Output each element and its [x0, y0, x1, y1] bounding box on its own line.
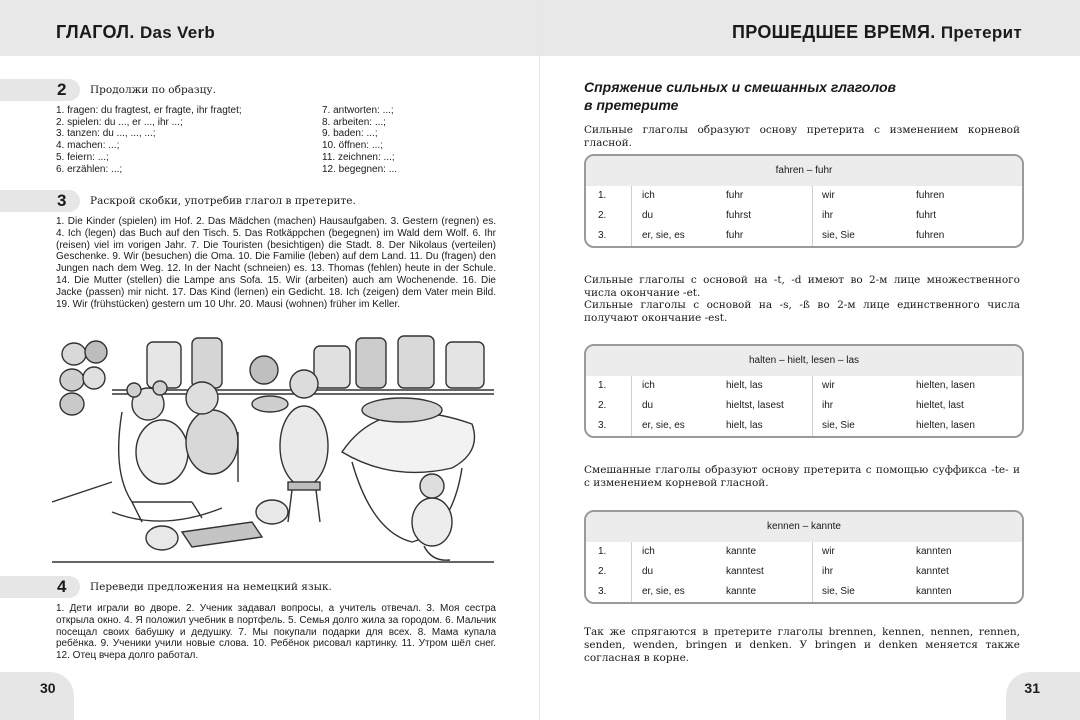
person-singular: du: [642, 210, 654, 221]
right-page-number: 31: [1024, 680, 1040, 696]
header-title-de: Das Verb: [139, 23, 216, 42]
table-row: [586, 562, 1022, 582]
person-plural: sie, Sie: [822, 420, 855, 431]
exercise-item: 8. arbeiten: ...;: [322, 116, 386, 128]
right-header: [540, 0, 1080, 56]
left-page-number: 30: [40, 680, 56, 696]
row-number: 3.: [598, 230, 607, 241]
form-singular: kanntest: [726, 566, 764, 577]
exercise-item: 12. begegnen: ...: [322, 163, 398, 175]
header-title-main: ПРОШЕДШЕЕ ВРЕМЯ.: [732, 22, 936, 42]
row-number: 2.: [598, 210, 607, 221]
row-number: 2.: [598, 400, 607, 411]
person-singular: er, sie, es: [642, 586, 685, 597]
table-row: [586, 416, 1022, 436]
left-page-number-tab: [0, 672, 74, 720]
table-column-divider: [631, 542, 632, 602]
person-plural: wir: [822, 546, 835, 557]
person-plural: ihr: [822, 210, 834, 221]
form-plural: kannten: [916, 586, 952, 597]
task-2-list-left: [56, 105, 242, 175]
form-singular: hielt, las: [726, 420, 763, 431]
exercise-item: 2. spielen: du ..., er ..., ihr ...;: [56, 116, 183, 128]
exercise-item: 1. fragen: du fragtest, er fragte, ihr fragtet;: [56, 105, 242, 116]
person-plural: sie, Sie: [822, 230, 855, 241]
row-number: 3.: [598, 586, 607, 597]
person-singular: ich: [642, 546, 655, 557]
rule-strong-verbs: Сильные глаголы образуют основу претерита с изменением корневой гласной.: [584, 124, 1020, 150]
header-title-sub: Претерит: [940, 23, 1022, 42]
exercise-item: 9. baden: ...;: [322, 128, 378, 140]
rule-mixed-verbs: Смешанные глаголы образуют основу претерита с помощью суффикса -te- и с изменением корневой гласной.: [584, 464, 1020, 490]
form-plural: hielten, lasen: [916, 380, 975, 391]
rule-similar-verbs: Так же спрягаются в претерите глаголы brennen, kennen, nennen, rennen, senden, wenden, bringen и denken. У bringen и denken меняется также согласная в корне.: [584, 626, 1020, 665]
conjugation-table-halten-lesen: [584, 344, 1024, 438]
person-singular: ich: [642, 380, 655, 391]
table-row: [586, 582, 1022, 602]
form-singular: kannte: [726, 586, 757, 597]
table-row: [586, 186, 1022, 206]
exercise-item: 5. feiern: ...;: [56, 151, 109, 163]
task-2-list-right: [322, 105, 397, 175]
person-plural: wir: [822, 380, 835, 391]
exercise-item: 3. tanzen: du ..., ..., ...;: [56, 128, 156, 140]
person-singular: du: [642, 566, 654, 577]
left-header: [0, 0, 540, 56]
cellar-mice-illustration: [52, 332, 494, 568]
section-heading-line-2: в претерите: [584, 97, 679, 113]
table-row: [586, 376, 1022, 396]
jar: [147, 342, 181, 388]
form-plural: fuhren: [916, 190, 945, 201]
table-row: [586, 226, 1022, 246]
person-singular: er, sie, es: [642, 420, 685, 431]
table-column-divider: [631, 186, 632, 246]
right-page: [540, 0, 1080, 720]
person-singular: er, sie, es: [642, 230, 685, 241]
task-4-text: 1. Дети играли во дворе. 2. Ученик задавал вопросы, а учитель отвечал. 3. Моя сестра открыла окно. 4. Я положил учебник в портфель. 5. Семья долго жила за городом. 6. Мальчик посещал своих бабушку и дедушку. 7. Мы покупали подарки для всех. 8. Мама купала ребёнка. 9. Ученики учили новые слова. 10. Ребёнок рисовал картинку. 11. Утром шёл снег. 12. Отец вчера долго работал.: [56, 603, 496, 662]
form-singular: fuhrst: [726, 210, 752, 221]
table-row: [586, 542, 1022, 562]
person-plural: ihr: [822, 400, 834, 411]
right-header-title: [732, 22, 1022, 43]
form-plural: fuhren: [916, 230, 945, 241]
conjugation-table-kennen: [584, 510, 1024, 604]
form-singular: hieltst, lasest: [726, 400, 784, 411]
task-3-number: 3: [57, 191, 67, 210]
left-header-title: [56, 22, 215, 43]
conjugation-table-fahren: [584, 154, 1024, 248]
table-header: halten – hielt, lesen – las: [586, 346, 1022, 376]
exercise-item: 4. machen: ...;: [56, 140, 120, 152]
row-number: 1.: [598, 190, 607, 201]
row-number: 3.: [598, 420, 607, 431]
task-2-number-tab: [0, 79, 80, 101]
table-column-divider: [812, 542, 813, 602]
task-4-title: Переведи предложения на немецкий язык.: [90, 581, 332, 593]
form-plural: kanntet: [916, 566, 949, 577]
form-plural: kannten: [916, 546, 952, 557]
form-plural: hielten, lasen: [916, 420, 975, 431]
person-singular: ich: [642, 190, 655, 201]
table-header: kennen – kannte: [586, 512, 1022, 542]
row-number: 1.: [598, 546, 607, 557]
form-singular: fuhr: [726, 190, 744, 201]
right-page-number-tab: [1006, 672, 1080, 720]
task-3-text: 1. Die Kinder (spielen) im Hof. 2. Das Mädchen (machen) Hausaufgaben. 3. Gestern (regnen) es. 4. Ich (legen) das Buch auf den Tisch. 5. Das Rotkäppchen (begegnen) im Wald dem Wolf. 6. Ihr (reisen) viel im vorigen Jahr. 7. Die Touristen (besichtigen) die Stadt. 8. Der Nikolaus (verteilen) Geschenke. 9. Wir (besuchen) die Oma. 10. Die Familie (leben) auf dem Land. 11. Du (fragen) den Jungen nach dem Weg. 12. In der Nacht (schneien) es. 13. Thomas (fehlen) heute in der Schule. 14. Die Mutter (stellen) die Lampe ans Sofa. 15. Wir (arbeiten) auch am Wochenende. 16. Die Jacke (passen) mir nicht. 17. Das Kind (lernen) ein Gedicht. 18. Ich (zeigen) dem Vater mein Bild. 19. Wir (frühstücken) gestern um 10 Uhr. 20. Mausi (wohnen) früher im Keller.: [56, 216, 496, 310]
form-plural: fuhrt: [916, 210, 937, 221]
form-singular: hielt, las: [726, 380, 763, 391]
exercise-item: 10. öffnen: ...;: [322, 140, 383, 152]
task-3-number-tab: [0, 190, 80, 212]
row-number: 2.: [598, 566, 607, 577]
person-singular: du: [642, 400, 654, 411]
table-column-divider: [812, 186, 813, 246]
person-plural: ihr: [822, 566, 834, 577]
form-plural: hieltet, last: [916, 400, 964, 411]
task-4-number: 4: [57, 577, 67, 596]
table-row: [586, 206, 1022, 226]
task-2-number: 2: [57, 80, 67, 99]
section-heading: [584, 78, 896, 114]
table-header: fahren – fuhr: [586, 156, 1022, 186]
task-4-number-tab: [0, 576, 80, 598]
exercise-item: 6. erzählen: ...;: [56, 163, 123, 175]
table-column-divider: [631, 376, 632, 436]
person-plural: wir: [822, 190, 835, 201]
form-singular: fuhr: [726, 230, 744, 241]
task-3-title: Раскрой скобки, употребив глагол в претерите.: [90, 195, 356, 207]
table-column-divider: [812, 376, 813, 436]
rule-s-sz-stem: Сильные глаголы с основой на -s, -ß во 2-м лице единственного числа получают окончание -est.: [584, 299, 1020, 325]
task-2-title: Продолжи по образцу.: [90, 84, 216, 96]
exercise-item: 7. antworten: ...;: [322, 105, 394, 116]
section-heading-line-1: Спряжение сильных и смешанных глаголов: [584, 79, 897, 95]
header-title-ru: ГЛАГОЛ.: [56, 22, 135, 42]
rule-t-d-stem: Сильные глаголы с основой на -t, -d имеют во 2-м лице множественного числа окончание -et.: [584, 274, 1020, 300]
row-number: 1.: [598, 380, 607, 391]
exercise-item: 11. zeichnen: ...;: [322, 151, 395, 163]
table-row: [586, 396, 1022, 416]
person-plural: sie, Sie: [822, 586, 855, 597]
form-singular: kannte: [726, 546, 757, 557]
